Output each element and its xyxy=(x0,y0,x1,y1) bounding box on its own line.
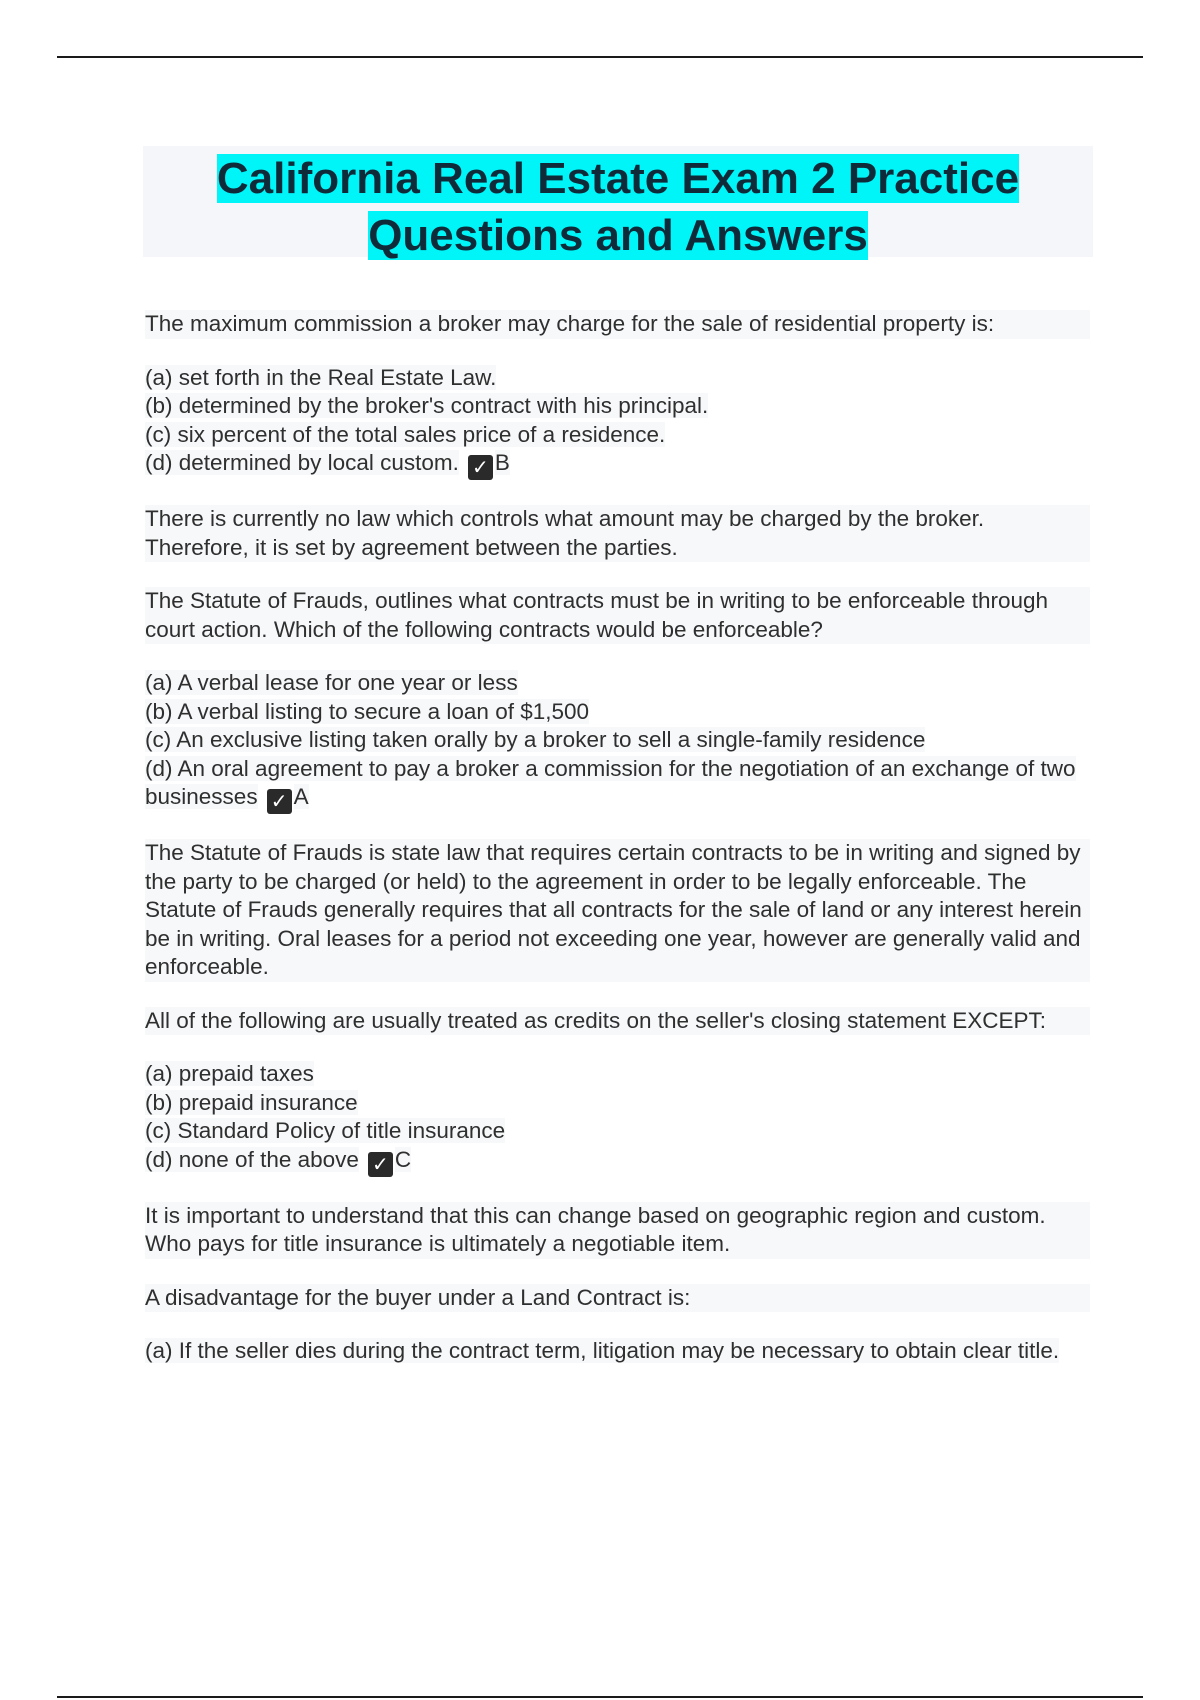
question-4 xyxy=(145,1284,1090,1313)
option-b: (b) A verbal listing to secure a loan of $1,500 xyxy=(145,698,590,724)
title-box xyxy=(143,146,1093,260)
explanation-2 xyxy=(145,839,1090,982)
question-text: A disadvantage for the buyer under a Land Contract is: xyxy=(145,1284,1090,1313)
option-c: (c) six percent of the total sales price of a residence. xyxy=(145,421,666,447)
option-a: (a) If the seller dies during the contract term, litigation may be necessary to obtain clear title. xyxy=(145,1338,1060,1363)
option-d: (d) An oral agreement to pay a broker a commission for the negotiation of an exchange of two businesses ✓ A xyxy=(145,755,1076,813)
question-2 xyxy=(145,587,1090,644)
check-box-icon: ✓ xyxy=(267,789,292,814)
question-3 xyxy=(145,1007,1090,1036)
explanation-text: It is important to understand that this can change based on geographic region and custom. Who pays for title insurance is ultimately a negotiable item. xyxy=(145,1202,1090,1259)
option-c: (c) Standard Policy of title insurance xyxy=(145,1118,506,1143)
option-d: (d) none of the above ✓ C xyxy=(145,1146,412,1176)
question-3-options xyxy=(145,1060,1090,1177)
question-text: The maximum commission a broker may charge for the sale of residential property is: xyxy=(145,310,1090,339)
check-box-icon: ✓ xyxy=(368,1152,393,1177)
explanation-text: The Statute of Frauds is state law that requires certain contracts to be in writing and signed by the party to be charged (or held) to the agreement in order to be legally enforceable. The Statute of Frauds generally requires that all contracts for the sale of land or any interest herein be in writing. Oral leases for a period not exceeding one year, however are generally valid and enforceable. xyxy=(145,839,1090,982)
title-highlight: California Real Estate Exam 2 Practice Questions and Answers xyxy=(216,154,1020,260)
option-b: (b) prepaid insurance xyxy=(145,1089,358,1115)
question-text: All of the following are usually treated as credits on the seller's closing statement EXCEPT: xyxy=(145,1007,1090,1036)
check-box-icon: ✓ xyxy=(468,455,493,480)
footer-rule xyxy=(57,1696,1143,1698)
question-1-options xyxy=(145,364,1090,481)
document-body xyxy=(145,310,1090,1391)
explanation-1 xyxy=(145,505,1090,562)
explanation-3 xyxy=(145,1202,1090,1259)
page-title xyxy=(143,146,1093,264)
answer-label: B xyxy=(494,450,510,475)
option-a: (a) prepaid taxes xyxy=(145,1061,314,1086)
explanation-text: There is currently no law which controls what amount may be charged by the broker. Therefore, it is set by agreement between the parties. xyxy=(145,505,1090,562)
question-4-options xyxy=(145,1337,1090,1366)
option-d: (d) determined by local custom. ✓ B xyxy=(145,450,510,479)
answer-label: A xyxy=(293,784,309,809)
answer-label: C xyxy=(394,1146,412,1172)
question-text: The Statute of Frauds, outlines what contracts must be in writing to be enforceable through court action. Which of the following contracts would be enforceable? xyxy=(145,587,1090,644)
option-a: (a) set forth in the Real Estate Law. xyxy=(145,364,497,390)
option-a: (a) A verbal lease for one year or less xyxy=(145,670,518,695)
option-b: (b) determined by the broker's contract with his principal. xyxy=(145,393,709,418)
option-c: (c) An exclusive listing taken orally by a broker to sell a single-family residence xyxy=(145,727,926,752)
question-2-options xyxy=(145,669,1090,814)
header-rule xyxy=(57,56,1143,58)
question-1 xyxy=(145,310,1090,339)
